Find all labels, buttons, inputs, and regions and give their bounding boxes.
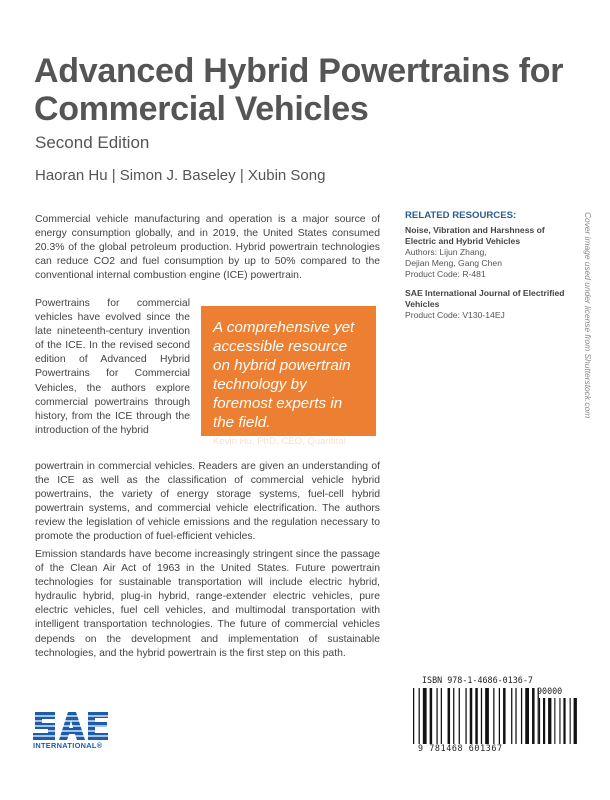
description-paragraph-1: Commercial vehicle manufacturing and operation is a major source of energy consumption globally, and in 2019, the United States consumed 20.3% of the global petroleum production. Hybrid powertrain technologies can reduce CO2 and fuel consumption by up to 50% compared to the conventional internal combustion engine (ICE) powertrain. <box>35 214 380 282</box>
pull-quote-box <box>201 306 376 447</box>
sae-logo-subtext: INTERNATIONAL® <box>33 741 103 750</box>
cover-image-credit: Cover image used under license from Shutterstock.com <box>583 212 593 419</box>
barcode-number: 9 781468 601367 <box>418 743 503 753</box>
sae-logo-icon <box>33 708 113 758</box>
resource-item <box>405 225 565 280</box>
resource-title: Noise, Vibration and Harshness of Electric and Hybrid Vehicles <box>405 225 545 246</box>
resource-item <box>405 288 565 321</box>
isbn-text: ISBN 978-1-4686-0136-7 <box>422 675 533 685</box>
description-paragraph-3: Emission standards have become increasingly stringent since the passage of the Clean Air Act of 1963 in the United States. Future powertrain technologies for sustainable transportation will include electric hybrid, hydraulic hybrid, plug-in hybrid, range-extender electric vehicles, pure electric vehicles, fuel cell vehicles, and multimodal transportation with intelligent transportation technologies. The future of commercial vehicles depends on the development and implementation of sustainable technologies, and the hybrid powertrain is the first step on this path. <box>35 549 380 659</box>
book-title: Advanced Hybrid Powertrains for Commercial Vehicles <box>34 52 564 128</box>
resource-authors: Authors: Lijun Zhang, <box>405 247 487 257</box>
resource-title: SAE International Journal of Electrified Vehicles <box>405 288 565 309</box>
description-paragraph-2-end: powertrain in commercial vehicles. Readers are given an understanding of the ICE as well as the classification of commercial vehicle hybrid powertrains, the variety of energy storage systems, fuel-cell hybrid powertrain systems, and commercial vehicle electrification. The authors review the legislation of vehicle emissions and the regulation necessary to promote the production of fuel-efficient vehicles. <box>35 461 380 543</box>
related-resources-heading: RELATED RESOURCES: <box>405 210 517 221</box>
resource-code: Product Code: R-481 <box>405 269 486 279</box>
pull-quote-text: A comprehensive yet accessible resource on hybrid powertrain technology by foremost experts in the field. <box>213 319 355 431</box>
related-resources <box>405 210 565 329</box>
pull-quote-attribution: Kevin Hu, PhD, CEO, Quantifai <box>213 436 346 447</box>
barcode-price-code: 90000 <box>537 686 563 696</box>
description-paragraph-2-start: Powertrains for commercial vehicles have evolved since the late nineteenth-century invention of the ICE. In the revised second edition of Advanced Hybrid Powertrains for Commercial Vehicles, the authors explore commercial powertrains through history, from the ICE through the introduction of the hybrid <box>35 298 190 436</box>
resource-code: Product Code: V130-14EJ <box>405 310 505 320</box>
resource-authors-cont: Dejian Meng, Gang Chen <box>405 258 502 268</box>
book-authors: Haoran Hu | Simon J. Baseley | Xubin Song <box>35 167 326 184</box>
book-edition: Second Edition <box>35 133 150 152</box>
